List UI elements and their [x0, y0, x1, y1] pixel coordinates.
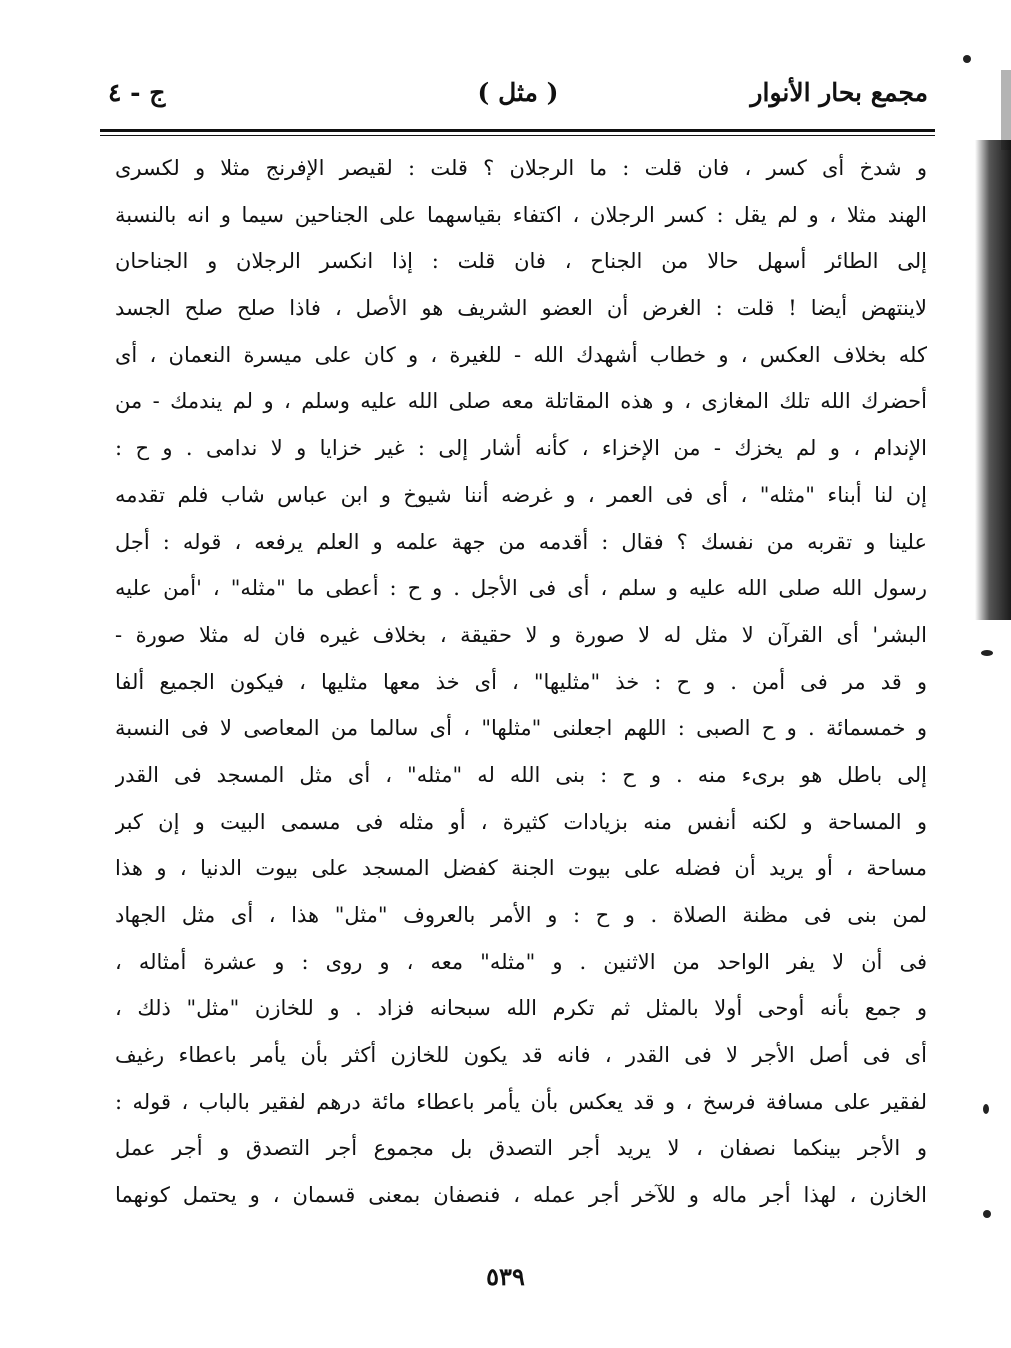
text-line: الهند مثلا ، و لم يقل : كسر الرجلان ، اكتفاء بقياسهما على الجناحين سيما و انه بالنسبة: [115, 202, 927, 227]
scan-mark: [983, 1210, 991, 1218]
text-line: لمن بنى فى مظنة الصلاة . و ح : و الأمر بالعروف "مثل" هذا ، أى مثل الجهاد: [115, 903, 927, 927]
text-line: فى أن لا يفر الواحد من الاثنين . و "مثله" معه ، و روى : و عشرة أمثاله ،: [115, 949, 927, 974]
entry-heading: ( مثل ): [477, 78, 559, 107]
text-line: و جمع بأنه أوحى أولا بالمثل ثم تكرم الله سبحانه فزاد . و للخازن "مثل" ذلك ،: [115, 996, 927, 1021]
scan-mark: [983, 1104, 989, 1114]
text-line: إلى الطائر أسهل حالا من الجناح ، فان قلت : إذا انكسر الرجلان و الجناحان: [115, 249, 927, 274]
text-line: الخازن ، لهذا أجر ماله و للآخر أجر عمله ، فنصفان بمعنى قسمان ، و يحتمل كونهما: [115, 1183, 927, 1208]
header-rule-thin: [100, 135, 935, 136]
scan-mark: [963, 55, 971, 63]
text-line: البشر' أى القرآن لا مثل له لا صورة و لا حقيقة ، بخلاف غيره فان له مثلا صورة -: [115, 622, 927, 647]
scan-mark: [981, 650, 993, 656]
body-text: [115, 145, 927, 1219]
text-line: و المساحة و لكنه أنفس منه بزيادات كثيرة ، أو مثله فى مسمى البيت و إن كبر: [115, 809, 927, 834]
text-line: الإندام ، و لم يخزك - من الإخزاء ، كأنه أشار إلى : غير خزايا و لا ندامى . و ح :: [115, 436, 927, 461]
text-line: إلى باطل هو برىء منه . و ح : بنى الله له "مثله" ، أى مثل المسجد فى القدر: [115, 762, 927, 787]
text-line: رسول الله صلى الله عليه و سلم ، أى فى الأجل . و ح : أعطى ما "مثله" ، 'أمن عليه: [115, 576, 927, 601]
text-line: إن لنا أبناء "مثله" ، أى فى العمر ، و غرضه أننا شيوخ و ابن عباس شاب فلم تقدمه: [115, 482, 927, 507]
volume-label: ج - ٤: [108, 78, 166, 107]
scan-shadow-edge: [975, 140, 1011, 620]
text-line: أحضرك الله تلك المغازى ، و هذه المقاتلة معه صلى الله عليه وسلم ، و لم يندمك - من: [115, 389, 927, 414]
text-line: و قد مر فى أمن . و ح : خذ "مثليها" ، أى خذ معها مثليها ، فيكون الجميع ألفا: [115, 669, 927, 694]
header-rule: [100, 129, 935, 132]
text-line: أى فى أصل الأجر لا فى القدر ، فانه قد يكون للخازن أكثر بأن يأمر باعطاء رغيف: [115, 1043, 927, 1068]
book-title: مجمع بحار الأنوار: [750, 78, 928, 107]
text-line: علينا و تقربه من نفسك ؟ فقال : أقدمه من جهة علمه و العلم يرفعه ، قوله : أجل: [115, 529, 927, 554]
text-line: و خمسمائة . و ح الصبى : اللهم اجعلنى "مثلها" ، أى سالما من المعاصى لا فى النسبة: [115, 716, 927, 741]
page-number: ٥٣٩: [486, 1262, 525, 1291]
text-line: و شدخ أى كسر ، فان قلت : ما الرجلان ؟ قلت : لقيصر الإفرنج مثلا و لكسرى: [115, 156, 927, 180]
text-line: و الأجر بينكما نصفان ، لا يريد أجر التصدق بل مجموع أجر التصدق و أجر عمل: [115, 1136, 927, 1161]
text-line: كله بخلاف العكس ، و خطاب أشهدك الله - للغيرة ، و كان على ميسرة النعمان ، أى: [115, 342, 927, 367]
running-header: [108, 78, 928, 122]
text-line: لفقير على مسافة فرسخ ، و قد يعكس بأن يأمر باعطاء مائة درهم لفقير بالباب ، قوله :: [115, 1089, 927, 1114]
text-line: لاينتهض أيضا ! قلت : الغرض أن العضو الشريف هو الأصل ، فاذا صلح صلح الجسد: [115, 296, 927, 321]
scan-shadow-top: [1001, 70, 1011, 150]
text-line: مساحة ، أو يريد أن فضله على بيوت الجنة كفضل المسجد على بيوت الدنيا ، و هذا: [115, 856, 927, 881]
